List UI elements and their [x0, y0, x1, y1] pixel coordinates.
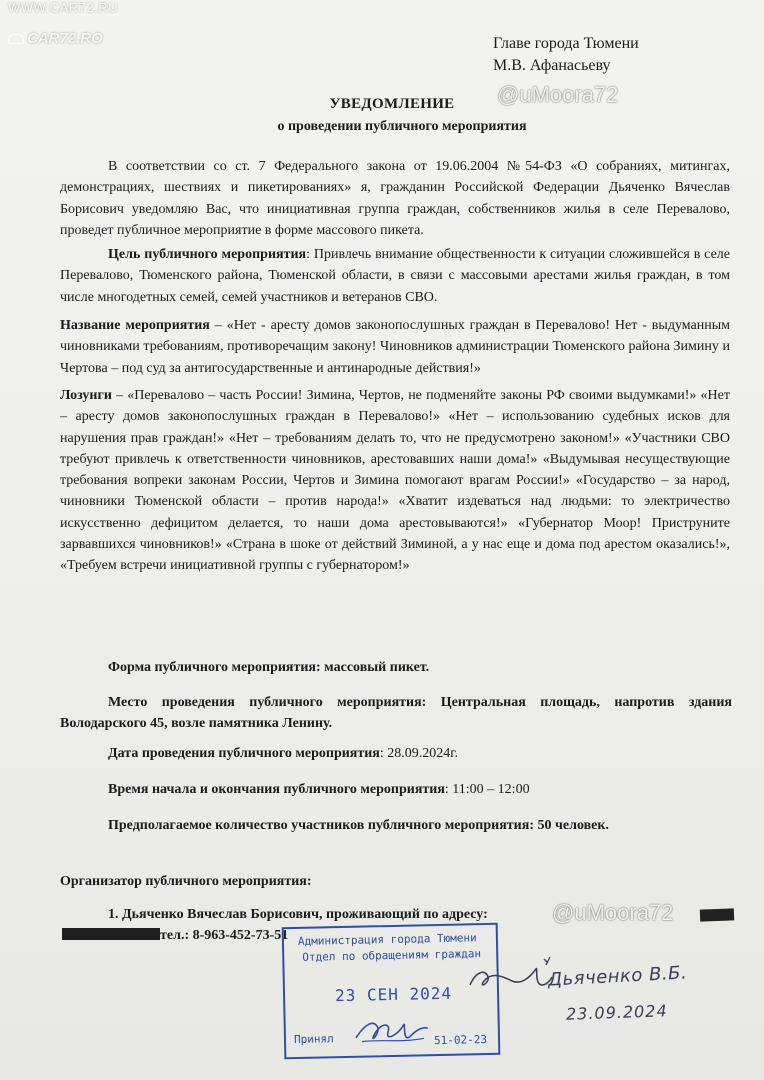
redaction-bar — [700, 908, 734, 921]
participant-count — [108, 815, 609, 836]
goal-text: : Привлечь внимание общественности к ситуации сложившейся в селе Перевалово, Тюменского района, Тюменской области, в связи с массовыми арестами жилья граждан, в том числе многодетных семей, семей участников и ветеранов СВО. — [60, 247, 730, 305]
goal-label: Цель публичного мероприятия — [108, 247, 307, 262]
document-title: УВЕДОМЛЕНИЕ — [329, 96, 455, 112]
event-time-label: Время начала и окончания публичного мероприятия — [108, 782, 445, 797]
event-time-value: : 11:00 – 12:00 — [444, 782, 530, 797]
event-time — [108, 779, 530, 800]
stamp-accepted: Принял — [293, 1032, 334, 1047]
event-name-text: – «Нет - аресту домов законопослушных граждан в Перевалово! Нет - выдуманным чиновниками требованиям, противоречащим закону! Чиновников администрации Тюменского района Зимину и Чертова – под суд за антигосударственные и антинародные действия!» — [60, 318, 730, 376]
stamp-line-1: Администрация города Тюмени — [297, 931, 477, 948]
instagram-watermark-top: @uMoora72 — [497, 82, 619, 107]
addressee-line-1: Главе города Тюмени — [493, 35, 639, 52]
logo-watermark-text: CAR72.RO — [27, 30, 103, 47]
event-date — [108, 743, 458, 764]
car-icon — [8, 34, 24, 44]
event-name-paragraph — [60, 315, 730, 379]
signature-date: 23.09.2024 — [565, 1001, 668, 1024]
organizer-heading: Организатор публичного мероприятия: — [60, 874, 312, 889]
signature-name: Дьяченко В.Б. — [547, 962, 688, 991]
stamp-date: 23 СЕН 2024 — [334, 983, 453, 1006]
organizer-line: 1. Дьяченко Вячеслав Борисович, проживающий по адресу: — [108, 907, 488, 922]
signature-scribble-icon — [464, 955, 554, 995]
instagram-watermark-bottom: @uMoora72 — [552, 900, 674, 925]
event-date-value: : 28.09.2024г. — [379, 746, 458, 761]
addressee-line-2: М.В. Афанасьеву — [493, 57, 611, 74]
slogans-text: – «Перевалово – часть России! Зимина, Чертов, не подменяйте законы РФ своими выдумками!» «Нет – аресту домов законопослушных граждан в Перевалово!» «Нет – использованию судебных исков для нарушения прав граждан!» «Нет – требованиям делать то, что не предусмотрено законом!» «Участники СВО требуют привлечь к ответственности чиновников, арестовавших наши дома!» «Выдумывая несуществующие требования вопреки законам России, Чертов и Зимина помогают врагам России!» «Государство – за народ, чиновники Тюменской области – против народа!» «Хватит издеваться над людьми: то электричество искусственно дефицитом делается, то наши дома арестовываются!» «Губернатор Моор! Приструните зарвавшихся чиновников!» «Страна в шоке от действий Зиминой, а у нас еще и дома под арестом оказались!», «Требуем встречи инициативной группы с губернатором!» — [60, 388, 730, 574]
stamp-number: 51-02-23 — [433, 1033, 488, 1048]
event-date-label: Дата проведения публичного мероприятия — [108, 746, 380, 761]
redaction-bar — [62, 928, 160, 940]
stamp-line-2: Отдел по обращениям граждан — [302, 947, 482, 964]
event-place: Место проведения публичного мероприятия: Центральная площадь, напротив здания Володарского 45, возле памятника Ленину. — [60, 695, 732, 731]
participant-count-value: : 50 человек. — [529, 818, 609, 833]
goal-paragraph — [60, 244, 730, 308]
logo-watermark — [8, 30, 103, 47]
stamp-signature-icon — [351, 1012, 432, 1050]
event-name-label: Название мероприятия — [60, 318, 210, 333]
participant-count-label: Предполагаемое количество участников публичного мероприятия — [108, 818, 530, 833]
document-subtitle: о проведении публичного мероприятия — [277, 119, 527, 134]
organizer-phone: тел.: 8-963-452-73-51 — [160, 928, 289, 943]
slogans-label: Лозунги — [60, 388, 112, 403]
site-watermark: WWW.CAR72.RU — [8, 0, 118, 15]
addressee — [493, 33, 639, 77]
slogans-paragraph — [60, 385, 730, 577]
intro-paragraph: В соответствии со ст. 7 Федерального закона от 19.06.2004 №54-ФЗ «О собраниях, митингах, демонстрациях, шествиях и пикетированиях» я, гражданин Российской Федерации Дьяченко Вячеслав Борисович уведомляю Вас, что инициативная группа граждан, собственников жилья в селе Перевалово, проведет публичное мероприятие в форме массового пикета. — [60, 159, 730, 238]
event-form: Форма публичного мероприятия: массовый пикет. — [108, 660, 430, 675]
